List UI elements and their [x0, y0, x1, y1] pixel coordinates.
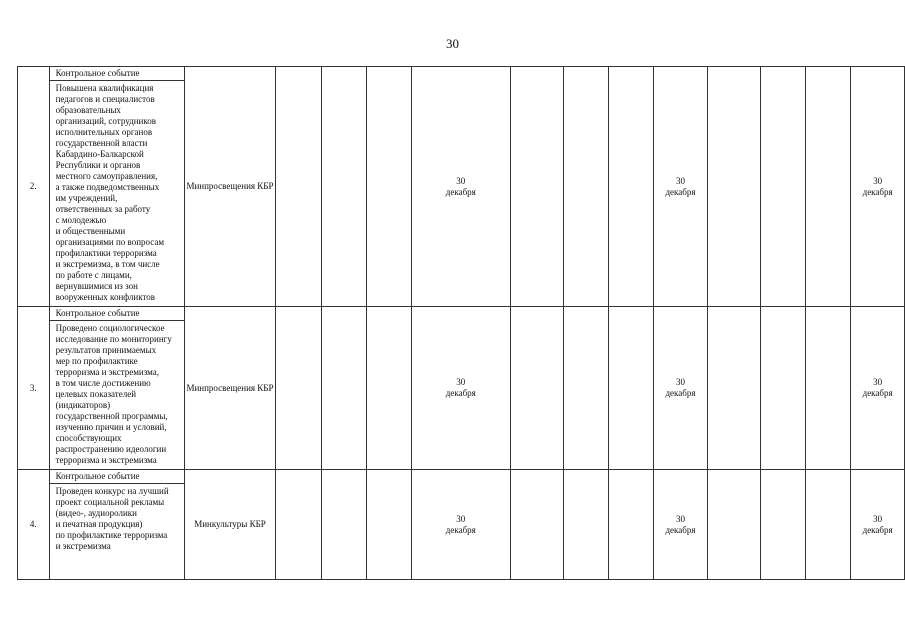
- row-number: 4.: [18, 470, 50, 580]
- empty-cell: [321, 470, 366, 580]
- deadline-date: 30 декабря: [654, 307, 708, 470]
- empty-cell: [321, 67, 366, 307]
- empty-cell: [563, 470, 608, 580]
- deadline-date: 30 декабря: [654, 67, 708, 307]
- deadline-date: 30 декабря: [654, 470, 708, 580]
- control-events-table: [17, 66, 905, 580]
- empty-cell: [366, 470, 411, 580]
- deadline-date: 30 декабря: [851, 67, 905, 307]
- empty-cell: [276, 67, 321, 307]
- empty-cell: [760, 307, 805, 470]
- deadline-date: 30 декабря: [411, 307, 510, 470]
- empty-cell: [510, 470, 563, 580]
- empty-cell: [510, 307, 563, 470]
- page-number: 30: [446, 36, 459, 51]
- empty-cell: [510, 67, 563, 307]
- table-row: [18, 307, 905, 470]
- empty-cell: [366, 67, 411, 307]
- control-event-cell: [49, 67, 184, 307]
- control-event-label: Контрольное событие: [50, 67, 184, 81]
- control-event-label: Контрольное событие: [50, 470, 184, 484]
- empty-cell: [608, 307, 653, 470]
- empty-cell: [806, 307, 851, 470]
- table-row: [18, 470, 905, 580]
- empty-cell: [806, 470, 851, 580]
- deadline-date: 30 декабря: [851, 307, 905, 470]
- executor: Минкультуры КБР: [184, 470, 276, 580]
- empty-cell: [707, 470, 760, 580]
- executor: Минпросвещения КБР: [184, 307, 276, 470]
- empty-cell: [321, 307, 366, 470]
- control-event-cell: [49, 470, 184, 580]
- deadline-date: 30 декабря: [411, 67, 510, 307]
- control-event-text: Проведено социологическое исследование по мониторингу результатов принимаемых мер по профилактике терроризма и экстремизма, в том числе достижению целевых показателей (индикаторов) государственной программы, изучению причин и условий, способствующих распространению идеологии терроризма и экстремизма: [55, 323, 172, 465]
- empty-cell: [707, 307, 760, 470]
- row-number: 2.: [18, 67, 50, 307]
- empty-cell: [760, 67, 805, 307]
- control-event-label: Контрольное событие: [50, 307, 184, 321]
- executor: Минпросвещения КБР: [184, 67, 276, 307]
- empty-cell: [563, 67, 608, 307]
- empty-cell: [276, 470, 321, 580]
- control-event-text: Повышена квалификация педагогов и специалистов образовательных организаций, сотрудников исполнительных органов государственной власти Кабардино-Балкарской Республики и органов местного самоуправления, а также подведомственных им учреждений, ответственных за работу с молодежью и общественными организациями по вопросам профилактики терроризма и экстремизма, в том числе по работе с лицами, вернувшимися из зон вооруженных конфликтов: [55, 83, 165, 302]
- row-number: 3.: [18, 307, 50, 470]
- deadline-date: 30 декабря: [851, 470, 905, 580]
- empty-cell: [608, 67, 653, 307]
- empty-cell: [608, 470, 653, 580]
- empty-cell: [760, 470, 805, 580]
- control-event-text: Проведен конкурс на лучший проект социальной рекламы (видео-, аудиоролики и печатная продукция) по профилактике терроризма и экстремизма: [55, 486, 169, 551]
- empty-cell: [563, 307, 608, 470]
- deadline-date: 30 декабря: [411, 470, 510, 580]
- table-row: [18, 67, 905, 307]
- empty-cell: [806, 67, 851, 307]
- empty-cell: [707, 67, 760, 307]
- empty-cell: [276, 307, 321, 470]
- empty-cell: [366, 307, 411, 470]
- control-event-cell: [49, 307, 184, 470]
